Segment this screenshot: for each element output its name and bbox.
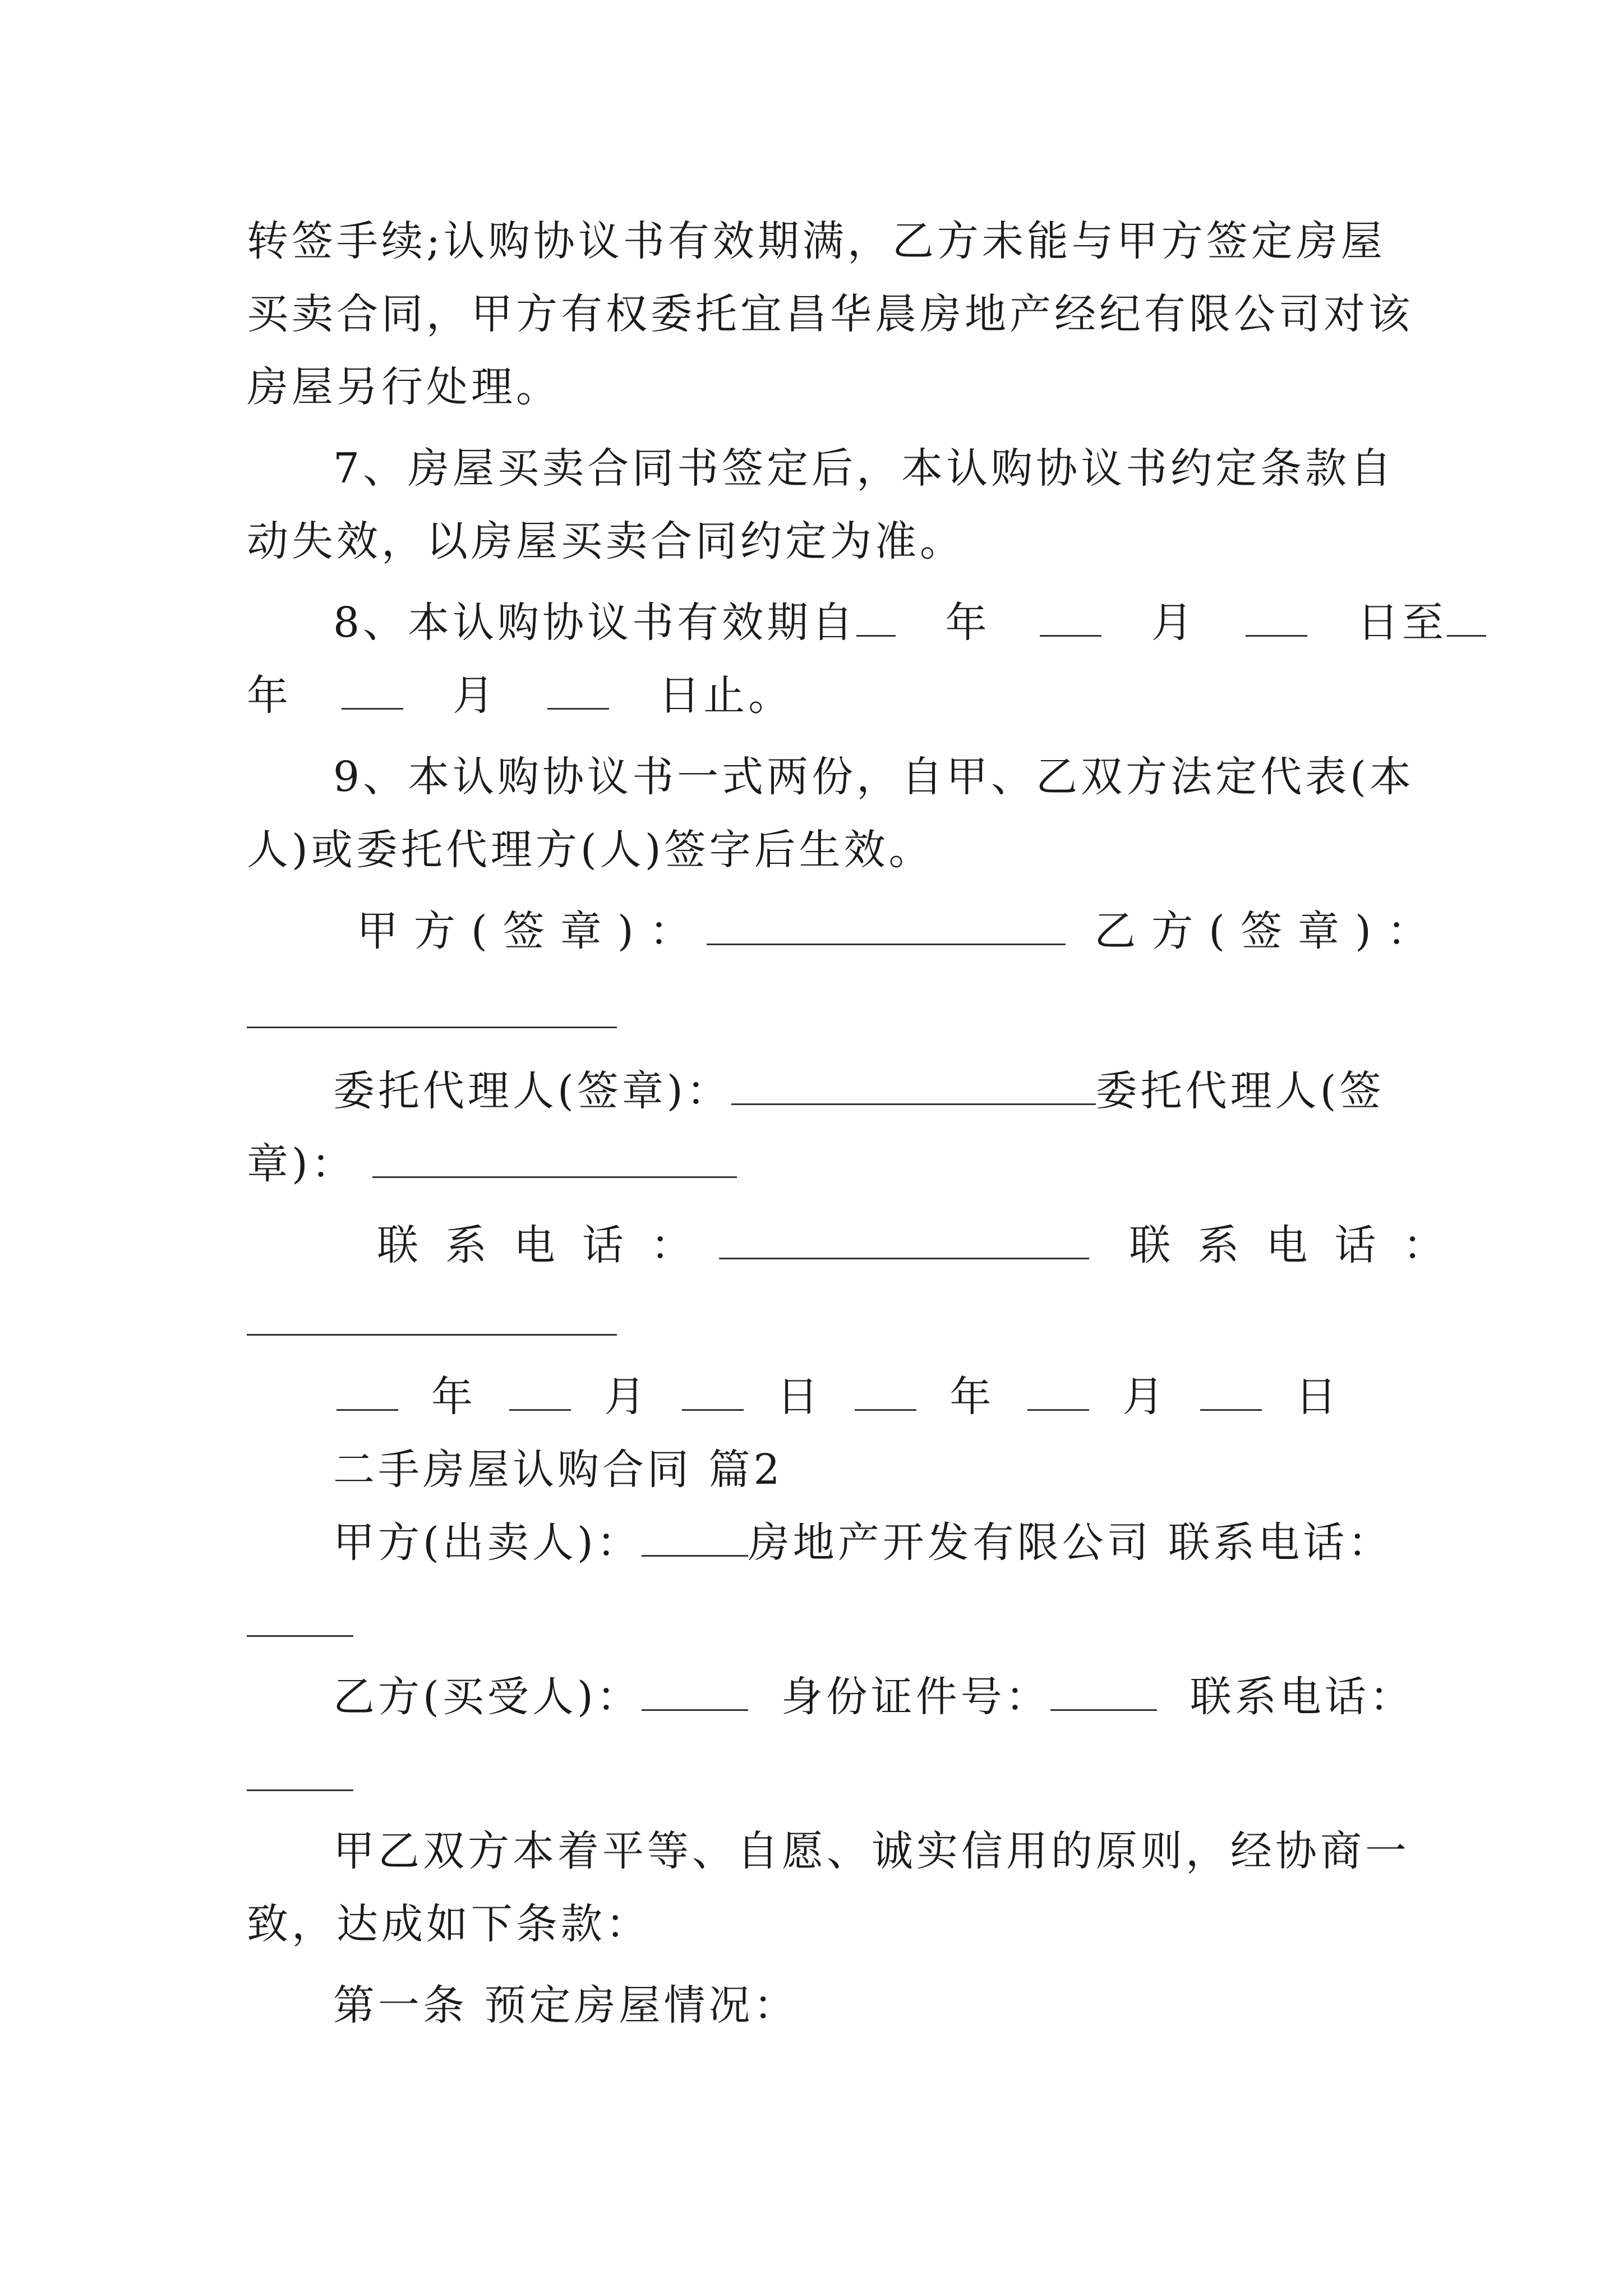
phone-a-blank	[719, 1221, 1089, 1259]
seller-row	[333, 1515, 1393, 1571]
year-label: 年	[431, 1373, 477, 1421]
item-9-line-1: 9、本认购协议书一式两份，自甲、乙双方法定代表(本	[333, 753, 1414, 801]
month-label: 月	[1151, 599, 1196, 647]
item-7-line-2: 动失效，以房屋买卖合同约定为准。	[247, 517, 965, 565]
phone-a-label: 联系电话：	[377, 1221, 719, 1269]
intro-line-2: 致，达成如下条款：	[247, 1900, 651, 1948]
agent-a-label: 委托代理人(签章)：	[333, 1067, 731, 1115]
buyer-phone-blank	[247, 1789, 353, 1791]
phone-b-blank	[247, 1334, 617, 1336]
blank	[682, 1372, 744, 1411]
blank	[1040, 598, 1101, 637]
agent-b-blank	[372, 1139, 737, 1178]
agent-b-label-cont: 章)：	[247, 1140, 356, 1188]
signature-party-row	[357, 903, 1444, 959]
date-row	[336, 1369, 1340, 1425]
blank	[1246, 598, 1307, 637]
buyer-name-blank	[642, 1672, 748, 1711]
item-8-line-1	[333, 595, 1486, 651]
seller-name-blank	[642, 1518, 748, 1557]
agent-a-blank	[731, 1066, 1096, 1105]
agent-row	[333, 1063, 1385, 1119]
month-label: 月	[1122, 1373, 1168, 1421]
seller-phone-label: 联系电话：	[1168, 1519, 1393, 1567]
intro-line-1: 甲乙双方本着平等、自愿、诚实信用的原则，经协商一	[333, 1827, 1410, 1875]
buyer-id-blank	[1050, 1672, 1157, 1711]
end-label: 日止。	[658, 671, 794, 720]
seller-label: 甲方(出卖人)：	[333, 1519, 642, 1567]
paragraph-line: 买卖合同，甲方有权委托宜昌华晨房地产经纪有限公司对该	[247, 290, 1413, 338]
day-label: 日	[1295, 1373, 1340, 1421]
blank	[336, 1372, 398, 1411]
agent-row-2	[247, 1136, 737, 1192]
blank	[509, 1372, 571, 1411]
blank	[856, 598, 896, 637]
blank	[342, 671, 403, 710]
section-title: 二手房屋认购合同 篇2	[333, 1446, 783, 1494]
paragraph-line: 转签手续;认购协议书有效期满，乙方未能与甲方签定房屋	[247, 217, 1386, 265]
agent-b-label: 委托代理人(签	[1095, 1067, 1385, 1115]
buyer-id-label: 身份证件号：	[781, 1673, 1050, 1721]
party-b-sign-label: 乙方(签章)：	[1094, 907, 1445, 955]
blank	[1447, 598, 1486, 637]
article-1-heading: 第一条 预定房屋情况：	[333, 1981, 799, 2030]
seller-phone-blank	[247, 1635, 353, 1637]
blank	[855, 1372, 916, 1411]
party-a-sign-blank	[707, 907, 1066, 945]
phone-b-label: 联系电话：	[1129, 1221, 1472, 1269]
blank	[1027, 1372, 1089, 1411]
buyer-row	[333, 1669, 1414, 1725]
month-label: 月	[453, 671, 498, 720]
blank	[1200, 1372, 1262, 1411]
item-8-line-2	[247, 668, 793, 724]
item-8-prefix: 8、本认购协议书有效期自	[333, 599, 857, 647]
party-b-sign-blank	[247, 1027, 617, 1028]
party-a-sign-label: 甲方(签章)：	[357, 907, 707, 955]
year-label: 年	[247, 671, 292, 720]
year-label: 年	[949, 1373, 995, 1421]
paragraph-line: 房屋另行处理。	[247, 363, 561, 411]
day-to-label: 日至	[1357, 599, 1447, 647]
month-label: 月	[604, 1373, 649, 1421]
buyer-phone-label: 联系电话：	[1189, 1673, 1414, 1721]
seller-company: 房地产开发有限公司	[748, 1519, 1152, 1567]
buyer-label: 乙方(买受人)：	[333, 1673, 642, 1721]
item-7-line-1: 7、房屋买卖合同书签定后，本认购协议书约定条款自	[333, 444, 1395, 493]
day-label: 日	[777, 1373, 822, 1421]
phone-row	[377, 1217, 1472, 1273]
blank	[547, 671, 609, 710]
year-label: 年	[945, 599, 990, 647]
item-9-line-2: 人)或委托代理方(人)签字后生效。	[247, 826, 934, 874]
